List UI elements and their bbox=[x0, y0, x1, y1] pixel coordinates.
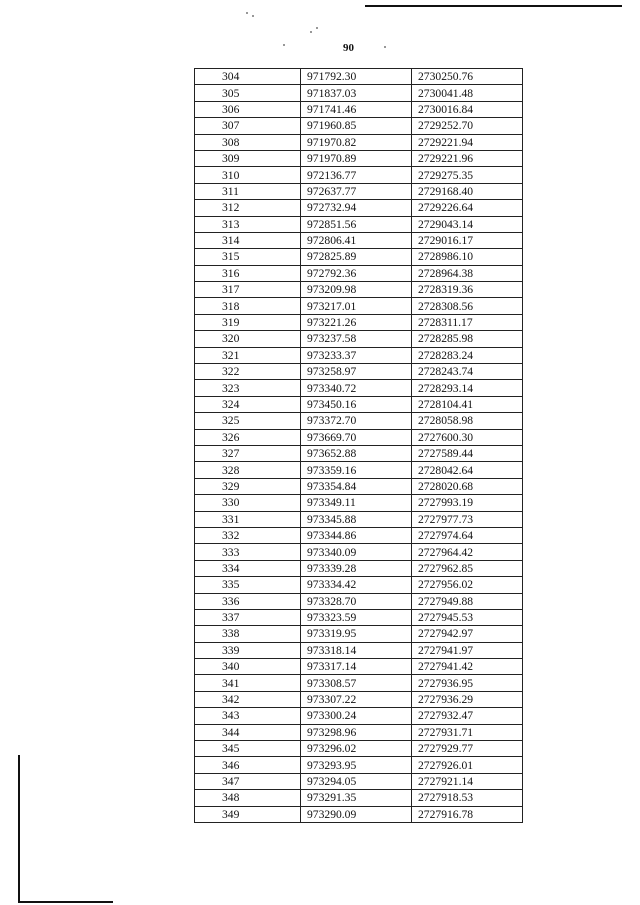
x-coordinate-cell: 971960.85 bbox=[301, 118, 412, 134]
y-coordinate-cell: 2729043.14 bbox=[412, 216, 523, 232]
point-number-cell: 318 bbox=[195, 298, 301, 314]
point-number-cell: 337 bbox=[195, 609, 301, 625]
point-number-cell: 347 bbox=[195, 773, 301, 789]
y-coordinate-cell: 2727916.78 bbox=[412, 806, 523, 822]
y-coordinate-cell: 2728308.56 bbox=[412, 298, 523, 314]
x-coordinate-cell: 973359.16 bbox=[301, 462, 412, 478]
point-number-cell: 326 bbox=[195, 429, 301, 445]
point-number-cell: 305 bbox=[195, 85, 301, 101]
point-number-cell: 345 bbox=[195, 741, 301, 757]
x-coordinate-cell: 973450.16 bbox=[301, 396, 412, 412]
y-coordinate-cell: 2727949.88 bbox=[412, 593, 523, 609]
point-number-cell: 311 bbox=[195, 183, 301, 199]
y-coordinate-cell: 2729226.64 bbox=[412, 200, 523, 216]
y-coordinate-cell: 2728283.24 bbox=[412, 347, 523, 363]
point-number-cell: 327 bbox=[195, 445, 301, 461]
y-coordinate-cell: 2728293.14 bbox=[412, 380, 523, 396]
table-row bbox=[195, 69, 523, 85]
y-coordinate-cell: 2727942.97 bbox=[412, 626, 523, 642]
x-coordinate-cell: 973291.35 bbox=[301, 790, 412, 806]
table-row bbox=[195, 200, 523, 216]
y-coordinate-cell: 2727921.14 bbox=[412, 773, 523, 789]
x-coordinate-cell: 973354.84 bbox=[301, 478, 412, 494]
table-row bbox=[195, 445, 523, 461]
table-row bbox=[195, 85, 523, 101]
point-number-cell: 324 bbox=[195, 396, 301, 412]
x-coordinate-cell: 973319.95 bbox=[301, 626, 412, 642]
y-coordinate-cell: 2727918.53 bbox=[412, 790, 523, 806]
point-number-cell: 333 bbox=[195, 544, 301, 560]
y-coordinate-cell: 2727941.42 bbox=[412, 659, 523, 675]
table-row bbox=[195, 462, 523, 478]
x-coordinate-cell: 973328.70 bbox=[301, 593, 412, 609]
table-row bbox=[195, 675, 523, 691]
point-number-cell: 330 bbox=[195, 495, 301, 511]
x-coordinate-cell: 973339.28 bbox=[301, 560, 412, 576]
point-number-cell: 340 bbox=[195, 659, 301, 675]
table-row bbox=[195, 806, 523, 822]
point-number-cell: 317 bbox=[195, 282, 301, 298]
x-coordinate-cell: 972851.56 bbox=[301, 216, 412, 232]
point-number-cell: 342 bbox=[195, 691, 301, 707]
x-coordinate-cell: 973334.42 bbox=[301, 577, 412, 593]
table-row bbox=[195, 478, 523, 494]
x-coordinate-cell: 973258.97 bbox=[301, 364, 412, 380]
point-number-cell: 344 bbox=[195, 724, 301, 740]
y-coordinate-cell: 2727956.02 bbox=[412, 577, 523, 593]
point-number-cell: 336 bbox=[195, 593, 301, 609]
x-coordinate-cell: 972637.77 bbox=[301, 183, 412, 199]
table-row bbox=[195, 364, 523, 380]
x-coordinate-cell: 973349.11 bbox=[301, 495, 412, 511]
y-coordinate-cell: 2727941.97 bbox=[412, 642, 523, 658]
x-coordinate-cell: 973294.05 bbox=[301, 773, 412, 789]
point-number-cell: 338 bbox=[195, 626, 301, 642]
x-coordinate-cell: 973300.24 bbox=[301, 708, 412, 724]
y-coordinate-cell: 2728311.17 bbox=[412, 314, 523, 330]
table-row bbox=[195, 511, 523, 527]
table-row bbox=[195, 527, 523, 543]
x-coordinate-cell: 973317.14 bbox=[301, 659, 412, 675]
point-number-cell: 335 bbox=[195, 577, 301, 593]
point-number-cell: 346 bbox=[195, 757, 301, 773]
y-coordinate-cell: 2729221.96 bbox=[412, 150, 523, 166]
point-number-cell: 319 bbox=[195, 314, 301, 330]
x-coordinate-cell: 973233.37 bbox=[301, 347, 412, 363]
x-coordinate-cell: 973237.58 bbox=[301, 331, 412, 347]
table-row bbox=[195, 544, 523, 560]
y-coordinate-cell: 2727977.73 bbox=[412, 511, 523, 527]
point-number-cell: 308 bbox=[195, 134, 301, 150]
y-coordinate-cell: 2730016.84 bbox=[412, 101, 523, 117]
point-number-cell: 323 bbox=[195, 380, 301, 396]
table-row bbox=[195, 134, 523, 150]
y-coordinate-cell: 2729221.94 bbox=[412, 134, 523, 150]
x-coordinate-cell: 973318.14 bbox=[301, 642, 412, 658]
y-coordinate-cell: 2728964.38 bbox=[412, 265, 523, 281]
x-coordinate-cell: 972732.94 bbox=[301, 200, 412, 216]
y-coordinate-cell: 2727589.44 bbox=[412, 445, 523, 461]
table-row bbox=[195, 773, 523, 789]
x-coordinate-cell: 971741.46 bbox=[301, 101, 412, 117]
y-coordinate-cell: 2727926.01 bbox=[412, 757, 523, 773]
x-coordinate-cell: 973340.09 bbox=[301, 544, 412, 560]
table-row bbox=[195, 167, 523, 183]
point-number-cell: 343 bbox=[195, 708, 301, 724]
point-number-cell: 314 bbox=[195, 232, 301, 248]
table-row bbox=[195, 282, 523, 298]
y-coordinate-cell: 2727974.64 bbox=[412, 527, 523, 543]
page-number: 90 bbox=[343, 42, 354, 54]
table-row bbox=[195, 298, 523, 314]
x-coordinate-cell: 973372.70 bbox=[301, 413, 412, 429]
x-coordinate-cell: 973290.09 bbox=[301, 806, 412, 822]
x-coordinate-cell: 973344.86 bbox=[301, 527, 412, 543]
y-coordinate-cell: 2727600.30 bbox=[412, 429, 523, 445]
y-coordinate-cell: 2727936.95 bbox=[412, 675, 523, 691]
point-number-cell: 331 bbox=[195, 511, 301, 527]
x-coordinate-cell: 973669.70 bbox=[301, 429, 412, 445]
table-row bbox=[195, 642, 523, 658]
scan-speck bbox=[252, 15, 254, 17]
x-coordinate-cell: 973217.01 bbox=[301, 298, 412, 314]
table-row bbox=[195, 724, 523, 740]
table-row bbox=[195, 249, 523, 265]
table-row bbox=[195, 741, 523, 757]
y-coordinate-cell: 2730041.48 bbox=[412, 85, 523, 101]
y-coordinate-cell: 2728319.36 bbox=[412, 282, 523, 298]
point-number-cell: 313 bbox=[195, 216, 301, 232]
scan-speck bbox=[316, 27, 318, 29]
point-number-cell: 307 bbox=[195, 118, 301, 134]
scan-edge-line-left bbox=[18, 755, 20, 903]
table-row bbox=[195, 609, 523, 625]
x-coordinate-cell: 973345.88 bbox=[301, 511, 412, 527]
y-coordinate-cell: 2728104.41 bbox=[412, 396, 523, 412]
table-row bbox=[195, 396, 523, 412]
y-coordinate-cell: 2728285.98 bbox=[412, 331, 523, 347]
table-row bbox=[195, 150, 523, 166]
y-coordinate-cell: 2727993.19 bbox=[412, 495, 523, 511]
table-row bbox=[195, 101, 523, 117]
y-coordinate-cell: 2727929.77 bbox=[412, 741, 523, 757]
y-coordinate-cell: 2728020.68 bbox=[412, 478, 523, 494]
table-row bbox=[195, 757, 523, 773]
point-number-cell: 348 bbox=[195, 790, 301, 806]
y-coordinate-cell: 2728042.64 bbox=[412, 462, 523, 478]
y-coordinate-cell: 2729016.17 bbox=[412, 232, 523, 248]
x-coordinate-cell: 973293.95 bbox=[301, 757, 412, 773]
x-coordinate-cell: 971970.82 bbox=[301, 134, 412, 150]
y-coordinate-cell: 2727964.42 bbox=[412, 544, 523, 560]
x-coordinate-cell: 973323.59 bbox=[301, 609, 412, 625]
scan-edge-line-top bbox=[365, 5, 622, 7]
point-number-cell: 306 bbox=[195, 101, 301, 117]
y-coordinate-cell: 2727931.71 bbox=[412, 724, 523, 740]
y-coordinate-cell: 2727932.47 bbox=[412, 708, 523, 724]
scan-speck bbox=[310, 31, 312, 33]
coordinates-table-body bbox=[195, 69, 523, 823]
table-row bbox=[195, 429, 523, 445]
point-number-cell: 304 bbox=[195, 69, 301, 85]
point-number-cell: 332 bbox=[195, 527, 301, 543]
table-row bbox=[195, 118, 523, 134]
x-coordinate-cell: 972136.77 bbox=[301, 167, 412, 183]
y-coordinate-cell: 2728058.98 bbox=[412, 413, 523, 429]
y-coordinate-cell: 2728986.10 bbox=[412, 249, 523, 265]
x-coordinate-cell: 973308.57 bbox=[301, 675, 412, 691]
y-coordinate-cell: 2727962.85 bbox=[412, 560, 523, 576]
table-row bbox=[195, 593, 523, 609]
point-number-cell: 322 bbox=[195, 364, 301, 380]
coordinates-table bbox=[194, 68, 523, 823]
point-number-cell: 341 bbox=[195, 675, 301, 691]
scan-edge-line-bottom bbox=[18, 901, 113, 903]
x-coordinate-cell: 973221.26 bbox=[301, 314, 412, 330]
point-number-cell: 309 bbox=[195, 150, 301, 166]
point-number-cell: 312 bbox=[195, 200, 301, 216]
point-number-cell: 310 bbox=[195, 167, 301, 183]
table-row bbox=[195, 183, 523, 199]
table-row bbox=[195, 216, 523, 232]
point-number-cell: 349 bbox=[195, 806, 301, 822]
y-coordinate-cell: 2729275.35 bbox=[412, 167, 523, 183]
table-row bbox=[195, 265, 523, 281]
point-number-cell: 316 bbox=[195, 265, 301, 281]
y-coordinate-cell: 2728243.74 bbox=[412, 364, 523, 380]
point-number-cell: 334 bbox=[195, 560, 301, 576]
scan-speck bbox=[246, 12, 248, 14]
y-coordinate-cell: 2730250.76 bbox=[412, 69, 523, 85]
x-coordinate-cell: 973340.72 bbox=[301, 380, 412, 396]
x-coordinate-cell: 973209.98 bbox=[301, 282, 412, 298]
table-row bbox=[195, 331, 523, 347]
x-coordinate-cell: 972806.41 bbox=[301, 232, 412, 248]
table-row bbox=[195, 708, 523, 724]
point-number-cell: 320 bbox=[195, 331, 301, 347]
y-coordinate-cell: 2729168.40 bbox=[412, 183, 523, 199]
x-coordinate-cell: 972792.36 bbox=[301, 265, 412, 281]
x-coordinate-cell: 973307.22 bbox=[301, 691, 412, 707]
x-coordinate-cell: 973652.88 bbox=[301, 445, 412, 461]
x-coordinate-cell: 971837.03 bbox=[301, 85, 412, 101]
table-row bbox=[195, 577, 523, 593]
table-row bbox=[195, 314, 523, 330]
x-coordinate-cell: 973298.96 bbox=[301, 724, 412, 740]
table-row bbox=[195, 495, 523, 511]
x-coordinate-cell: 972825.89 bbox=[301, 249, 412, 265]
point-number-cell: 321 bbox=[195, 347, 301, 363]
x-coordinate-cell: 973296.02 bbox=[301, 741, 412, 757]
y-coordinate-cell: 2727945.53 bbox=[412, 609, 523, 625]
table-row bbox=[195, 232, 523, 248]
point-number-cell: 315 bbox=[195, 249, 301, 265]
table-row bbox=[195, 626, 523, 642]
table-row bbox=[195, 380, 523, 396]
table-row bbox=[195, 413, 523, 429]
table-row bbox=[195, 659, 523, 675]
y-coordinate-cell: 2727936.29 bbox=[412, 691, 523, 707]
x-coordinate-cell: 971792.30 bbox=[301, 69, 412, 85]
table-row bbox=[195, 560, 523, 576]
x-coordinate-cell: 971970.89 bbox=[301, 150, 412, 166]
table-row bbox=[195, 790, 523, 806]
point-number-cell: 329 bbox=[195, 478, 301, 494]
point-number-cell: 325 bbox=[195, 413, 301, 429]
point-number-cell: 339 bbox=[195, 642, 301, 658]
point-number-cell: 328 bbox=[195, 462, 301, 478]
y-coordinate-cell: 2729252.70 bbox=[412, 118, 523, 134]
table-row bbox=[195, 691, 523, 707]
table-row bbox=[195, 347, 523, 363]
